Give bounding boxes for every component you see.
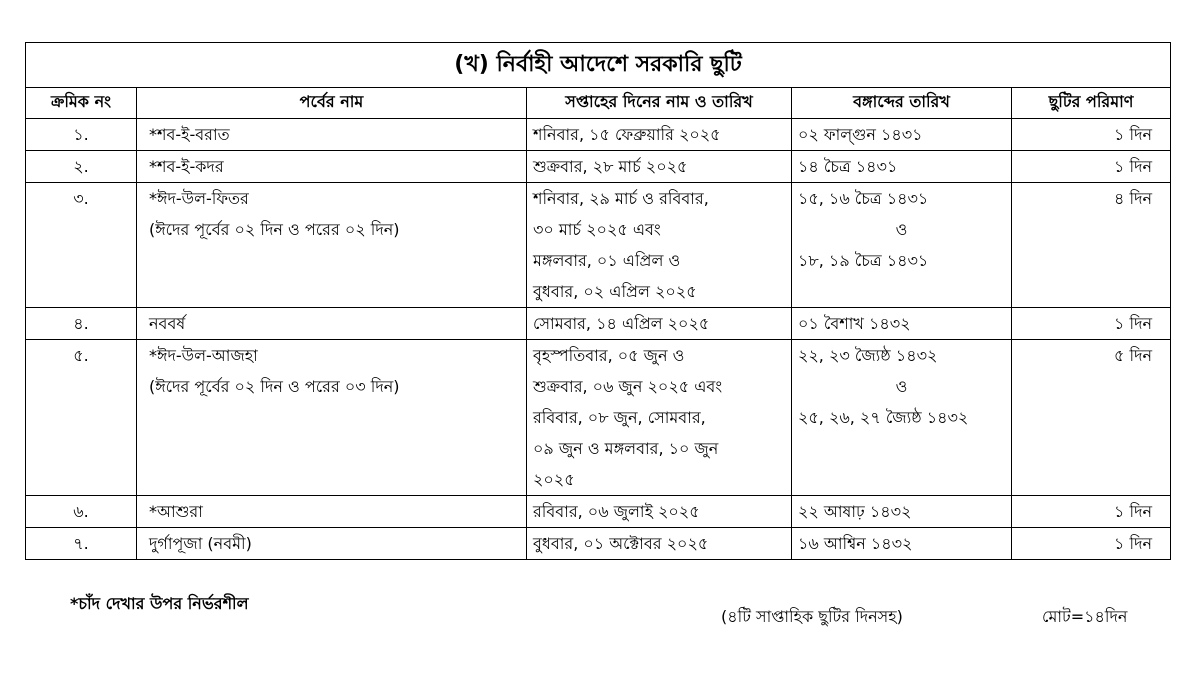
- total-days: মোট=১৪দিন: [1042, 607, 1128, 626]
- cell-serial: ৪.: [26, 308, 137, 340]
- cell-festival: [137, 308, 527, 340]
- cell-weekday-date-line: শুক্রবার, ০৬ জুন ২০২৫ এবং: [533, 377, 723, 396]
- cell-serial: ১.: [26, 119, 137, 151]
- cell-festival-line: (ঈদের পূর্বের ০২ দিন ও পরের ০৩ দিন): [149, 377, 400, 396]
- cell-festival-line: *শব-ই-বরাত: [149, 125, 230, 144]
- cell-bangla-date-line: ও: [895, 377, 908, 396]
- moon-sighting-footnote: *চাঁদ দেখার উপর নির্ভরশীল: [70, 594, 249, 613]
- cell-serial: ৫.: [26, 340, 137, 496]
- cell-bangla-date: [792, 119, 1012, 151]
- cell-weekday-date: [527, 183, 792, 308]
- cell-bangla-date: [792, 151, 1012, 183]
- cell-duration: ৪ দিন: [1012, 183, 1171, 308]
- cell-bangla-date-line: ২২, ২৩ জ্যৈষ্ঠ ১৪৩২: [798, 346, 938, 365]
- cell-bangla-date-line: ১৫, ১৬ চৈত্র ১৪৩১: [798, 189, 929, 208]
- cell-bangla-date-line: ১৬ আশ্বিন ১৪৩২: [798, 534, 913, 553]
- cell-serial: ৬.: [26, 496, 137, 528]
- cell-weekday-date-line: সোমবার, ১৪ এপ্রিল ২০২৫: [533, 314, 710, 333]
- cell-bangla-date-line: ০১ বৈশাখ ১৪৩২: [798, 314, 911, 333]
- table-body: [26, 119, 1171, 560]
- table-row: [26, 308, 1171, 340]
- cell-bangla-date-line: ০২ ফাল্গুন ১৪৩১: [798, 125, 923, 144]
- cell-weekday-date-line: মঙ্গলবার, ০১ এপ্রিল ও: [533, 251, 681, 270]
- holiday-table: [25, 42, 1171, 560]
- cell-duration: ১ দিন: [1012, 119, 1171, 151]
- cell-serial: ৭.: [26, 528, 137, 560]
- cell-duration: ৫ দিন: [1012, 340, 1171, 496]
- cell-bangla-date-line: ২৫, ২৬, ২৭ জ্যৈষ্ঠ ১৪৩২: [798, 408, 969, 427]
- cell-bangla-date-line: ও: [895, 220, 908, 239]
- cell-bangla-date-line: ২২ আষাঢ় ১৪৩২: [798, 502, 912, 521]
- cell-festival: [137, 119, 527, 151]
- header-bangla-date: বঙ্গাব্দের তারিখ: [792, 88, 1012, 119]
- cell-bangla-date: [792, 340, 1012, 496]
- cell-duration: ১ দিন: [1012, 528, 1171, 560]
- cell-weekday-date-line: শনিবার, ২৯ মার্চ ও রবিবার,: [533, 189, 709, 208]
- cell-weekday-date-line: বুধবার, ০২ এপ্রিল ২০২৫: [533, 282, 697, 301]
- cell-weekday-date-line: রবিবার, ০৬ জুলাই ২০২৫: [533, 502, 700, 521]
- cell-weekday-date-line: ৩০ মার্চ ২০২৫ এবং: [533, 220, 661, 239]
- cell-festival: [137, 496, 527, 528]
- cell-festival-line: নববর্ষ: [149, 314, 186, 333]
- cell-festival: [137, 183, 527, 308]
- cell-bangla-date: [792, 496, 1012, 528]
- cell-weekday-date-line: শনিবার, ১৫ ফেব্রুয়ারি ২০২৫: [533, 125, 721, 144]
- header-duration: ছুটির পরিমাণ: [1012, 88, 1171, 119]
- cell-festival-line: *ঈদ-উল-ফিতর: [149, 189, 249, 208]
- cell-bangla-date-line: ১৪ চৈত্র ১৪৩১: [798, 157, 898, 176]
- cell-festival: [137, 340, 527, 496]
- cell-weekday-date: [527, 528, 792, 560]
- table-row: [26, 183, 1171, 308]
- cell-weekday-date-line: রবিবার, ০৮ জুন, সোমবার,: [533, 408, 706, 427]
- cell-weekday-date-line: ২০২৫: [533, 470, 575, 489]
- cell-festival-line: *শব-ই-কদর: [149, 157, 224, 176]
- table-row: [26, 340, 1171, 496]
- cell-weekday-date: [527, 151, 792, 183]
- cell-weekday-date: [527, 340, 792, 496]
- header-weekday-date: সপ্তাহের দিনের নাম ও তারিখ: [527, 88, 792, 119]
- table-header-row: [26, 88, 1171, 119]
- cell-festival: [137, 528, 527, 560]
- header-serial: ক্রমিক নং: [26, 88, 137, 119]
- table-row: [26, 528, 1171, 560]
- cell-weekday-date: [527, 496, 792, 528]
- cell-bangla-date-line: ১৮, ১৯ চৈত্র ১৪৩১: [798, 251, 929, 270]
- cell-weekday-date: [527, 308, 792, 340]
- table-row: [26, 119, 1171, 151]
- cell-festival-line: *ঈদ-উল-আজহা: [149, 346, 258, 365]
- cell-weekday-date-line: বুধবার, ০১ অক্টোবর ২০২৫: [533, 534, 709, 553]
- table-title: (খ) নির্বাহী আদেশে সরকারি ছুটি: [26, 43, 1171, 88]
- table-row: [26, 496, 1171, 528]
- cell-festival-line: দুর্গাপূজা (নবমী): [149, 534, 252, 553]
- cell-weekday-date-line: শুক্রবার, ২৮ মার্চ ২০২৫: [533, 157, 688, 176]
- cell-bangla-date: [792, 183, 1012, 308]
- cell-duration: ১ দিন: [1012, 308, 1171, 340]
- weekly-holiday-note: (৪টি সাপ্তাহিক ছুটির দিনসহ): [721, 607, 903, 626]
- header-festival: পর্বের নাম: [137, 88, 527, 119]
- table-row: [26, 151, 1171, 183]
- cell-bangla-date: [792, 528, 1012, 560]
- cell-serial: ২.: [26, 151, 137, 183]
- cell-bangla-date: [792, 308, 1012, 340]
- cell-weekday-date-line: বৃহস্পতিবার, ০৫ জুন ও: [533, 346, 685, 365]
- cell-weekday-date-line: ০৯ জুন ও মঙ্গলবার, ১০ জুন: [533, 439, 719, 458]
- cell-duration: ১ দিন: [1012, 151, 1171, 183]
- cell-duration: ১ দিন: [1012, 496, 1171, 528]
- cell-festival-line: *আশুরা: [149, 502, 203, 521]
- cell-festival-line: (ঈদের পূর্বের ০২ দিন ও পরের ০২ দিন): [149, 220, 400, 239]
- cell-serial: ৩.: [26, 183, 137, 308]
- table-title-row: [26, 43, 1171, 88]
- cell-weekday-date: [527, 119, 792, 151]
- cell-festival: [137, 151, 527, 183]
